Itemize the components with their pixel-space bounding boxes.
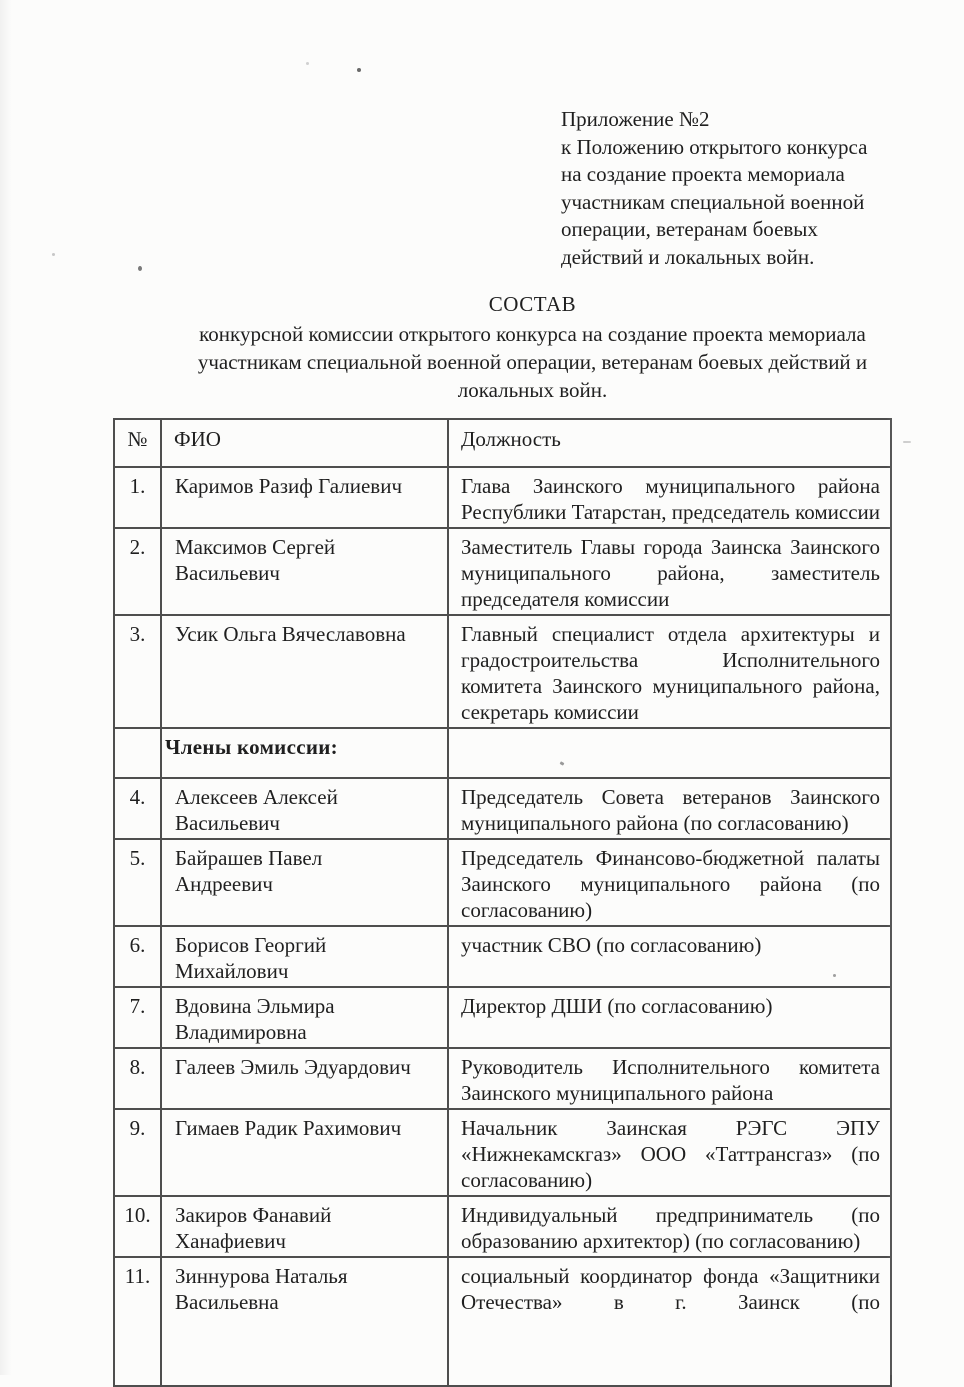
table-row	[114, 467, 891, 528]
table-row	[114, 615, 891, 728]
row-number: 6.	[114, 926, 161, 987]
member-name: Максимов Сергей Васильевич	[161, 528, 448, 615]
scan-edge-shading	[0, 0, 12, 1375]
title-subtitle-line: участникам специальной военной операции, ветеранам боевых действий и	[197, 350, 868, 374]
row-number: 7.	[114, 987, 161, 1048]
member-name: Галеев Эмиль Эдуардович	[161, 1048, 448, 1109]
member-position: Председатель Финансово-бюджетной палаты Заинского муниципального района (по согласованию)	[448, 839, 891, 926]
member-name: Алексеев Алексей Васильевич	[161, 778, 448, 839]
member-position: социальный координатор фонда «Защитники Отечества» в г. Заинск (по	[448, 1257, 891, 1386]
table-row	[114, 926, 891, 987]
member-name: Байрашев Павел Андреевич	[161, 839, 448, 926]
column-header-number: №	[114, 419, 161, 467]
appendix-header-line: операции, ветеранам боевых	[561, 217, 818, 241]
table-row	[114, 987, 891, 1048]
member-name: Вдовина Эльмира Владимировна	[161, 987, 448, 1048]
member-position: Главный специалист отдела архитектуры и градостроительства Исполнительного комитета Заинского муниципального района, секретарь комиссии	[448, 615, 891, 728]
title-subtitle-line: конкурсной комиссии открытого конкурса на создание проекта мемориала	[199, 322, 866, 346]
member-position: Начальник Заинская РЭГС ЭПУ «Нижнекамскгаз» ООО «Таттрансгаз» (по согласованию)	[448, 1109, 891, 1196]
member-name: Зиннурова Наталья Васильевна	[161, 1257, 448, 1386]
row-number: 4.	[114, 778, 161, 839]
table-row	[114, 1109, 891, 1196]
member-position: Руководитель Исполнительного комитета Заинского муниципального района	[448, 1048, 891, 1109]
member-position: Глава Заинского муниципального района Республики Татарстан, председатель комиссии	[448, 467, 891, 528]
table-row	[114, 1048, 891, 1109]
commission-table	[113, 418, 892, 1387]
table-row	[114, 839, 891, 926]
member-position	[448, 728, 891, 778]
scan-speck	[903, 441, 911, 443]
member-position: Индивидуальный предприниматель (по образованию архитектор) (по согласованию)	[448, 1196, 891, 1257]
member-name: Усик Ольга Вячеславовна	[161, 615, 448, 728]
member-position: Председатель Совета ветеранов Заинского муниципального района (по согласованию)	[448, 778, 891, 839]
table-row	[114, 528, 891, 615]
scan-speck	[357, 68, 361, 72]
table-row	[114, 728, 891, 778]
row-number: 9.	[114, 1109, 161, 1196]
appendix-header-line: к Положению открытого конкурса	[561, 134, 868, 159]
member-position: Директор ДШИ (по согласованию)	[448, 987, 891, 1048]
member-position: Заместитель Главы города Заинска Заинского муниципального района, заместитель председателя комиссии	[448, 528, 891, 615]
row-number: 10.	[114, 1196, 161, 1257]
row-number: 3.	[114, 615, 161, 728]
appendix-header-line: на создание проекта мемориала	[561, 162, 845, 186]
member-position: участник СВО (по согласованию)	[448, 926, 891, 987]
scan-speck	[52, 253, 55, 256]
member-name: Борисов Георгий Михайлович	[161, 926, 448, 987]
scan-speck	[306, 62, 309, 65]
title-heading: СОСТАВ	[488, 292, 577, 316]
appendix-header-line: Приложение №2	[561, 107, 710, 131]
table-header-row	[114, 419, 891, 467]
table-row	[114, 778, 891, 839]
row-number: 2.	[114, 528, 161, 615]
title-subtitle-line: локальных войн.	[457, 378, 608, 402]
member-name: Каримов Разиф Галиевич	[161, 467, 448, 528]
table-row	[114, 1257, 891, 1386]
appendix-header	[561, 106, 931, 271]
row-number	[114, 728, 161, 778]
member-name: Члены комиссии:	[161, 728, 448, 778]
row-number: 1.	[114, 467, 161, 528]
document-title	[115, 290, 950, 404]
scan-speck	[138, 266, 142, 271]
row-number: 8.	[114, 1048, 161, 1109]
member-name: Закиров Фанавий Ханафиевич	[161, 1196, 448, 1257]
commission-table-body	[114, 467, 891, 1386]
table-row	[114, 1196, 891, 1257]
row-number: 11.	[114, 1257, 161, 1386]
appendix-header-line: действий и локальных войн.	[561, 244, 815, 269]
member-name: Гимаев Радик Рахимович	[161, 1109, 448, 1196]
appendix-header-line: участникам специальной военной	[561, 189, 865, 214]
row-number: 5.	[114, 839, 161, 926]
column-header-fio: ФИО	[161, 419, 448, 467]
column-header-position: Должность	[448, 419, 891, 467]
